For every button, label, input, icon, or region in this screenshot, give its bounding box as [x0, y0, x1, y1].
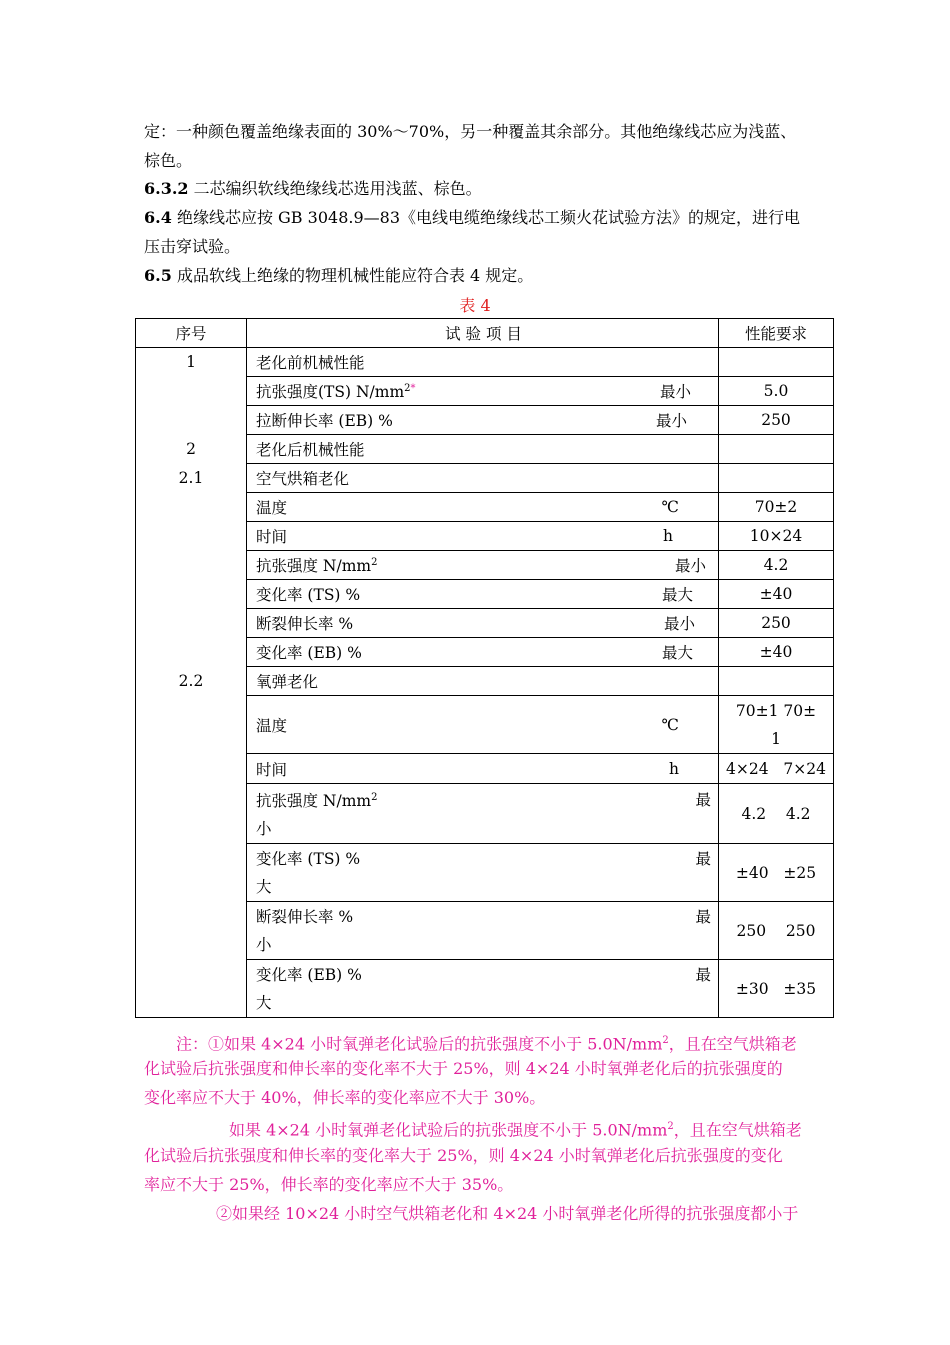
- table-row: [136, 960, 834, 1018]
- cell-item: 氧弹老化: [247, 667, 719, 696]
- cell-seq: [136, 522, 247, 551]
- table-row: [136, 696, 834, 754]
- cell-req: 4×24 7×24: [719, 754, 834, 784]
- header-seq: 序号: [136, 319, 247, 348]
- paragraph-6-3-2: [144, 175, 810, 204]
- cell-item: 温度 ℃: [247, 696, 719, 754]
- table-caption: 表 4: [459, 296, 491, 315]
- paragraph-intro-text: 定：一种颜色覆盖绝缘表面的 30%～70%，另一种覆盖其余部分。其他绝缘线芯应为浅蓝、棕色。: [144, 122, 797, 170]
- paragraph-text: 成品软线上绝缘的物理机械性能应符合表 4 规定。: [176, 266, 534, 285]
- cell-item: 变化率 (EB) % 最 大: [247, 960, 719, 1018]
- note-2-line-1: 如果 4×24 小时氧弹老化试验后的抗张强度不小于 $5.0N/mm^2$，且在空气烘箱老: [229, 1120, 802, 1140]
- cell-seq: [136, 377, 247, 406]
- cell-req: 5.0: [719, 377, 834, 406]
- cell-seq: [136, 960, 247, 1018]
- cell-req: ±40 ±25: [719, 844, 834, 902]
- cell-limit: 最: [695, 965, 711, 984]
- cell-item: 变化率 (TS) % 最大: [247, 580, 719, 609]
- table-row: [136, 493, 834, 522]
- table-row: [136, 667, 834, 696]
- table-row: [136, 464, 834, 493]
- cell-seq: 2.2: [136, 667, 247, 696]
- cell-req: 4.2: [719, 551, 834, 580]
- paragraph-6-4: [144, 204, 810, 261]
- paragraph-intro: [144, 118, 810, 175]
- cell-req: 250: [719, 609, 834, 638]
- cell-item: 变化率 (EB) % 最大: [247, 638, 719, 667]
- cell-seq: [136, 580, 247, 609]
- cell-item: 拉断伸长率 (EB) % 最小: [247, 406, 719, 435]
- cell-limit: h: [663, 527, 673, 545]
- cell-item: 断裂伸长率 % 最 小: [247, 902, 719, 960]
- cell-item: 时间 h: [247, 754, 719, 784]
- cell-limit: ℃: [661, 715, 679, 734]
- cell-limit: 最大: [661, 586, 693, 604]
- table-row: [136, 435, 834, 464]
- cell-item: 老化后机械性能: [247, 435, 719, 464]
- section-number: 6.4: [144, 208, 172, 227]
- table-row: [136, 844, 834, 902]
- header-item: 试 验 项 目: [247, 319, 719, 348]
- cell-req: [719, 464, 834, 493]
- paragraph-text: 绝缘线芯应按 GB 3048.9—83《电线电缆绝缘线芯工频火花试验方法》的规定，进行电压击穿试验。: [144, 208, 800, 256]
- table-row: [136, 580, 834, 609]
- cell-limit: 最: [695, 790, 711, 809]
- cell-req: ±30 ±35: [719, 960, 834, 1018]
- cell-seq: [136, 638, 247, 667]
- cell-item: 老化前机械性能: [247, 348, 719, 377]
- cell-item: 变化率 (TS) % 最 大: [247, 844, 719, 902]
- cell-seq: [136, 609, 247, 638]
- cell-seq: 1: [136, 348, 247, 377]
- cell-seq: [136, 784, 247, 844]
- properties-table: [135, 318, 834, 1018]
- cell-limit: 最: [695, 907, 711, 926]
- cell-item: 抗张强度 $N/mm^2$ 最 小: [247, 784, 719, 844]
- cell-item: 抗张强度(TS) $N/mm^{2*}$ 最小: [247, 377, 719, 406]
- table-row: [136, 522, 834, 551]
- cell-seq: [136, 902, 247, 960]
- cell-req: 70±1 70± 1: [719, 696, 834, 754]
- table-row: [136, 784, 834, 844]
- cell-seq: [136, 406, 247, 435]
- cell-item: 抗张强度 $N/mm^2$ 最小: [247, 551, 719, 580]
- note-1-line-2: 化试验后抗张强度和伸长率的变化率不大于 25%，则 4×24 小时氧弹老化后的抗张强度的: [144, 1059, 783, 1078]
- section-number: 6.3.2: [144, 179, 189, 198]
- note-1-line-3: 变化率应不大于 40%，伸长率的变化率应不大于 30%。: [144, 1088, 546, 1107]
- cell-req: [719, 667, 834, 696]
- cell-limit: 最小: [659, 383, 691, 401]
- table-row: [136, 551, 834, 580]
- table-row: [136, 638, 834, 667]
- note-2-line-3: 率应不大于 25%，伸长率的变化率应不大于 35%。: [144, 1175, 514, 1194]
- cell-req: 10×24: [719, 522, 834, 551]
- cell-seq: [136, 551, 247, 580]
- cell-req: 250: [719, 406, 834, 435]
- cell-seq: [136, 754, 247, 784]
- table-row: [136, 377, 834, 406]
- table-row: [136, 406, 834, 435]
- cell-seq: [136, 696, 247, 754]
- cell-item: 断裂伸长率 % 最小: [247, 609, 719, 638]
- cell-req: 250 250: [719, 902, 834, 960]
- cell-seq: 2: [136, 435, 247, 464]
- table-header-row: [136, 319, 834, 348]
- cell-seq: 2.1: [136, 464, 247, 493]
- note-3-line-1: ②如果经 10×24 小时空气烘箱老化和 4×24 小时氧弹老化所得的抗张强度都小于: [216, 1204, 799, 1223]
- cell-limit: ℃: [661, 498, 679, 516]
- cell-limit: 最小: [663, 615, 695, 633]
- cell-req: [719, 435, 834, 464]
- note-2-line-2: 化试验后抗张强度和伸长率的变化率大于 25%，则 4×24 小时氧弹老化后抗张强度的变化: [144, 1146, 783, 1165]
- note-1-line-1: 注：①如果 4×24 小时氧弹老化试验后的抗张强度不小于 $5.0N/mm^2$，且在空气烘箱老: [176, 1034, 797, 1054]
- cell-seq: [136, 844, 247, 902]
- cell-req: ±40: [719, 638, 834, 667]
- cell-req: 70±2: [719, 493, 834, 522]
- cell-req: ±40: [719, 580, 834, 609]
- cell-limit: 最小: [674, 557, 706, 575]
- cell-req: 4.2 4.2: [719, 784, 834, 844]
- header-req: 性能要求: [719, 319, 834, 348]
- cell-seq: [136, 493, 247, 522]
- cell-item: 温度 ℃: [247, 493, 719, 522]
- cell-req: [719, 348, 834, 377]
- cell-item: 时间 h: [247, 522, 719, 551]
- table-row: [136, 348, 834, 377]
- cell-item: 空气烘箱老化: [247, 464, 719, 493]
- section-number: 6.5: [144, 266, 172, 285]
- table-row: [136, 902, 834, 960]
- table-row: [136, 754, 834, 784]
- cell-limit: 最: [695, 849, 711, 868]
- cell-limit: 最小: [655, 412, 687, 430]
- cell-limit: h: [669, 759, 679, 778]
- paragraph-text: 二芯编织软线绝缘线芯选用浅蓝、棕色。: [193, 179, 482, 198]
- cell-limit: 最大: [661, 644, 693, 662]
- paragraph-6-5: [144, 262, 810, 291]
- table-row: [136, 609, 834, 638]
